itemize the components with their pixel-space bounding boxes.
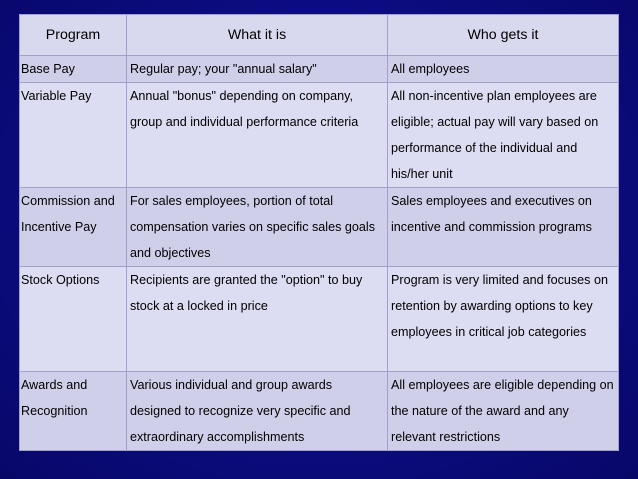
header-what-it-is: What it is: [127, 15, 388, 56]
header-who-gets-it: Who gets it: [388, 15, 619, 56]
who-gets-it-cell: All employees: [388, 56, 619, 83]
program-cell: Variable Pay: [20, 83, 127, 188]
who-gets-it-cell: All employees are eligible depending on the nature of the award and any relevant restrictions: [388, 372, 619, 451]
who-gets-it-cell: Program is very limited and focuses on retention by awarding options to key employees in critical job categories: [388, 267, 619, 372]
what-it-is-cell: Regular pay; your "annual salary": [127, 56, 388, 83]
who-gets-it-cell: Sales employees and executives on incentive and commission programs: [388, 188, 619, 267]
what-it-is-cell: Various individual and group awards designed to recognize very specific and extraordinary accomplishments: [127, 372, 388, 451]
header-program: Program: [20, 15, 127, 56]
table-row: [20, 188, 619, 267]
table-row: [20, 83, 619, 188]
header-row: [20, 15, 619, 56]
what-it-is-cell: For sales employees, portion of total compensation varies on specific sales goals and objectives: [127, 188, 388, 267]
table-row: [20, 267, 619, 372]
table-row: [20, 372, 619, 451]
program-cell: Base Pay: [20, 56, 127, 83]
table-header: [20, 15, 619, 56]
who-gets-it-cell: All non-incentive plan employees are eligible; actual pay will vary based on performance of the individual and his/her unit: [388, 83, 619, 188]
what-it-is-cell: Recipients are granted the "option" to buy stock at a locked in price: [127, 267, 388, 372]
compensation-table: [19, 14, 619, 451]
program-cell: Awards and Recognition: [20, 372, 127, 451]
program-cell: Stock Options: [20, 267, 127, 372]
table-body: [20, 56, 619, 451]
table-row: [20, 56, 619, 83]
what-it-is-cell: Annual "bonus" depending on company, group and individual performance criteria: [127, 83, 388, 188]
program-cell: Commission and Incentive Pay: [20, 188, 127, 267]
